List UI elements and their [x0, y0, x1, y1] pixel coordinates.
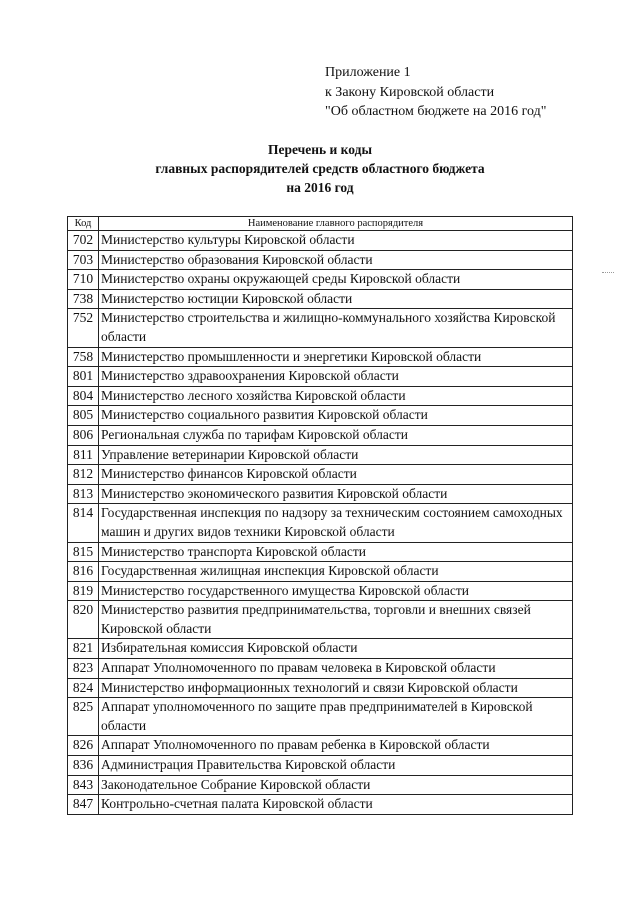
- row-code: 710: [68, 270, 99, 290]
- appendix-note: [325, 63, 546, 122]
- title-line-3: на 2016 год: [286, 180, 354, 195]
- row-name: Администрация Правительства Кировской области: [99, 756, 573, 776]
- row-code: 806: [68, 425, 99, 445]
- row-code: 825: [68, 698, 99, 736]
- row-code: 702: [68, 231, 99, 251]
- row-code: 738: [68, 289, 99, 309]
- row-code: 823: [68, 659, 99, 679]
- title-line-1: Перечень и коды: [267, 142, 373, 157]
- row-code: 805: [68, 406, 99, 426]
- title-line-2: главных распорядителей средств областного бюджета: [155, 161, 485, 176]
- row-code: 815: [68, 542, 99, 562]
- row-code: 821: [68, 639, 99, 659]
- row-name: Министерство промышленности и энергетики Кировской области: [99, 347, 573, 367]
- table-row: [68, 639, 573, 659]
- row-code: 824: [68, 678, 99, 698]
- table-row: [68, 406, 573, 426]
- row-code: 843: [68, 775, 99, 795]
- table-row: [68, 484, 573, 504]
- row-name: Министерство юстиции Кировской области: [99, 289, 573, 309]
- row-name: Аппарат Уполномоченного по правам ребенка в Кировской области: [99, 736, 573, 756]
- row-code: 758: [68, 347, 99, 367]
- table-row: [68, 601, 573, 639]
- table-row: [68, 465, 573, 485]
- row-name: Министерство здравоохранения Кировской области: [99, 367, 573, 387]
- row-name: Министерство информационных технологий и связи Кировской области: [99, 678, 573, 698]
- row-name: Государственная жилищная инспекция Кировской области: [99, 562, 573, 582]
- document-title: [0, 140, 640, 197]
- table-row: [68, 756, 573, 776]
- row-name: Министерство экономического развития Кировской области: [99, 484, 573, 504]
- table-row: [68, 250, 573, 270]
- row-name: Аппарат уполномоченного по защите прав предпринимателей в Кировской области: [99, 698, 573, 736]
- row-code: 819: [68, 581, 99, 601]
- row-name: Министерство финансов Кировской области: [99, 465, 573, 485]
- row-name: Министерство государственного имущества Кировской области: [99, 581, 573, 601]
- scan-artifact: [602, 272, 614, 275]
- row-code: 812: [68, 465, 99, 485]
- row-name: Министерство развития предпринимательства, торговли и внешних связей Кировской области: [99, 601, 573, 639]
- row-name: Региональная служба по тарифам Кировской области: [99, 425, 573, 445]
- row-code: 752: [68, 309, 99, 347]
- row-code: 836: [68, 756, 99, 776]
- appendix-line-2: к Закону Кировской области: [325, 84, 495, 100]
- table-row: [68, 386, 573, 406]
- table-row: [68, 775, 573, 795]
- table-row: [68, 367, 573, 387]
- table-row: [68, 425, 573, 445]
- codes-table: [67, 216, 573, 815]
- row-code: 820: [68, 601, 99, 639]
- table-row: [68, 659, 573, 679]
- table-row: [68, 736, 573, 756]
- row-code: 847: [68, 795, 99, 815]
- table-row: [68, 270, 573, 290]
- table-row: [68, 309, 573, 347]
- table-row: [68, 289, 573, 309]
- appendix-line-1: Приложение 1: [325, 65, 411, 80]
- row-code: 801: [68, 367, 99, 387]
- row-name: Министерство охраны окружающей среды Кировской области: [99, 270, 573, 290]
- table-row: [68, 445, 573, 465]
- table-row: [68, 795, 573, 815]
- row-code: 813: [68, 484, 99, 504]
- row-name: Министерство строительства и жилищно-коммунального хозяйства Кировской области: [99, 309, 573, 347]
- row-name: Законодательное Собрание Кировской области: [99, 775, 573, 795]
- row-name: Государственная инспекция по надзору за техническим состоянием самоходных машин и других видов техники Кировской области: [99, 504, 573, 542]
- table-row: [68, 231, 573, 251]
- row-code: 703: [68, 250, 99, 270]
- table-body: [68, 231, 573, 815]
- row-name: Министерство лесного хозяйства Кировской области: [99, 386, 573, 406]
- table-row: [68, 581, 573, 601]
- row-name: Управление ветеринарии Кировской области: [99, 445, 573, 465]
- row-name: Избирательная комиссия Кировской области: [99, 639, 573, 659]
- row-code: 826: [68, 736, 99, 756]
- appendix-line-3: "Об областном бюджете на 2016 год": [325, 104, 547, 119]
- table-row: [68, 698, 573, 736]
- row-code: 804: [68, 386, 99, 406]
- row-code: 811: [68, 445, 99, 465]
- table-header-row: [68, 217, 573, 231]
- row-name: Министерство социального развития Кировской области: [99, 406, 573, 426]
- row-name: Контрольно-счетная палата Кировской области: [99, 795, 573, 815]
- header-code: Код: [68, 217, 99, 231]
- header-name: Наименование главного распорядителя: [99, 217, 573, 231]
- table-row: [68, 562, 573, 582]
- row-name: Министерство культуры Кировской области: [99, 231, 573, 251]
- table-row: [68, 678, 573, 698]
- table-row: [68, 347, 573, 367]
- table-row: [68, 542, 573, 562]
- row-code: 816: [68, 562, 99, 582]
- row-name: Министерство транспорта Кировской области: [99, 542, 573, 562]
- row-name: Министерство образования Кировской области: [99, 250, 573, 270]
- row-name: Аппарат Уполномоченного по правам человека в Кировской области: [99, 659, 573, 679]
- row-code: 814: [68, 504, 99, 542]
- table-row: [68, 504, 573, 542]
